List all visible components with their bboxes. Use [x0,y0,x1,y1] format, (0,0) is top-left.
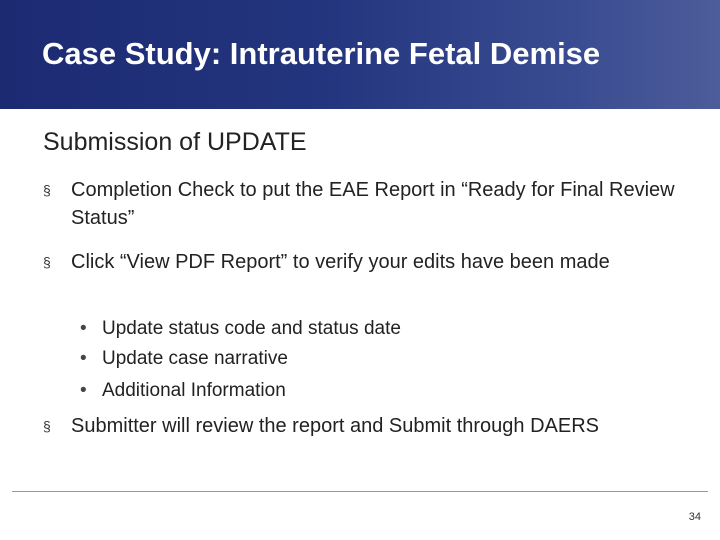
bullet-text: Submitter will review the report and Submit through DAERS [71,415,600,437]
sub-bullet-marker: • [80,348,87,369]
bullet-marker: § [43,182,51,198]
sub-bullet-marker: • [80,380,87,401]
bullet-text: Completion Check to put the EAE Report in “Ready for Final Review Status” [71,179,675,229]
sub-bullet-text: Update case narrative [102,348,288,369]
bullet-item [43,248,683,276]
sub-bullet-text: Additional Information [102,380,286,401]
bullet-item [43,176,683,232]
sub-bullet-item [80,378,286,404]
sub-bullet-marker: • [80,318,87,339]
page-number: 34 [688,511,701,523]
sub-bullet-text: Update status code and status date [102,318,401,339]
slide-title: Case Study: Intrauterine Fetal Demise [42,36,601,71]
bullet-item [43,412,683,440]
title-bar [0,0,720,109]
sub-bullet-item [80,316,401,342]
bullet-text: Click “View PDF Report” to verify your edits have been made [71,251,610,273]
bullet-marker: § [43,254,51,270]
sub-bullet-item [80,346,288,372]
footer-divider [12,491,708,492]
slide-subtitle: Submission of UPDATE [43,128,307,156]
bullet-marker: § [43,418,51,434]
